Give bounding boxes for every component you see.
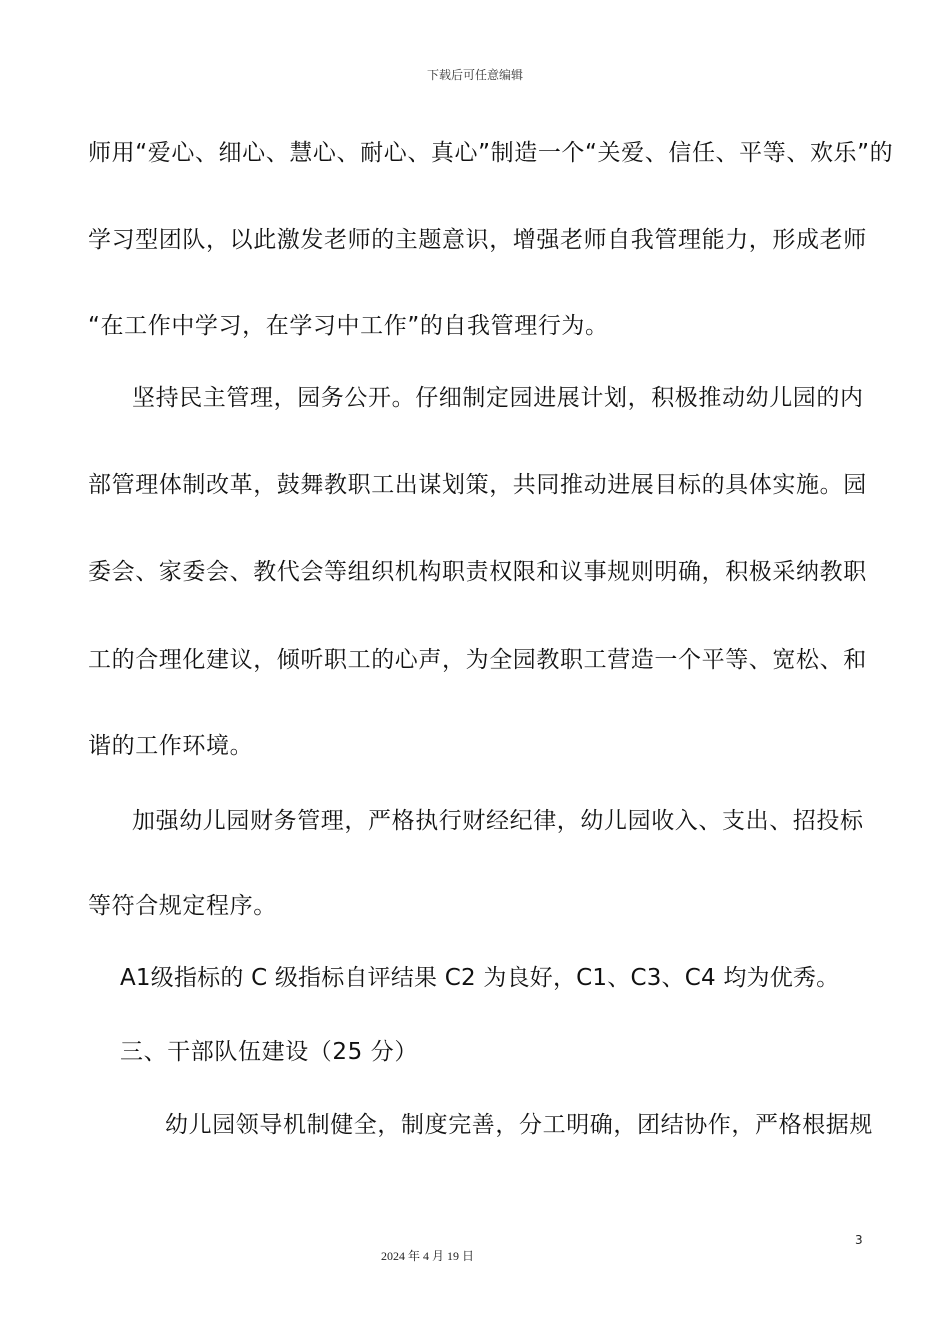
body-line: A1级指标的 C 级指标自评结果 C2 为良好，C1、C3、C4 均为优秀。	[120, 965, 840, 991]
page-number: 3	[855, 1233, 863, 1247]
page-header: 下载后可任意编辑	[426, 68, 523, 82]
body-line: 工的合理化建议，倾听职工的心声，为全园教职工营造一个平等、宽松、和	[88, 647, 867, 673]
body-line: 委会、家委会、教代会等组织机构职责权限和议事规则明确，积极采纳教职	[88, 559, 867, 585]
body-line: “在工作中学习，在学习中工作”的自我管理行为。	[88, 313, 609, 339]
footer-date: 2024 年 4 月 19 日	[380, 1249, 474, 1263]
body-line: 学习型团队，以此激发老师的主题意识，增强老师自我管理能力，形成老师	[88, 227, 867, 253]
section-heading: 三、干部队伍建设（25 分）	[120, 1039, 418, 1065]
body-line: 坚持民主管理，园务公开。仔细制定园进展计划，积极推动幼儿园的内	[132, 385, 864, 411]
body-line: 谐的工作环境。	[88, 733, 254, 759]
body-line: 幼儿园领导机制健全，制度完善，分工明确，团结协作，严格根据规	[165, 1112, 873, 1138]
body-line: 加强幼儿园财务管理，严格执行财经纪律，幼儿园收入、支出、招投标	[132, 808, 864, 834]
body-line: 师用“爱心、细心、慧心、耐心、真心”制造一个“关爱、信任、平等、欢乐”的	[88, 140, 894, 166]
body-line: 等符合规定程序。	[88, 893, 277, 919]
body-line: 部管理体制改革，鼓舞教职工出谋划策，共同推动进展目标的具体实施。园	[88, 472, 867, 498]
